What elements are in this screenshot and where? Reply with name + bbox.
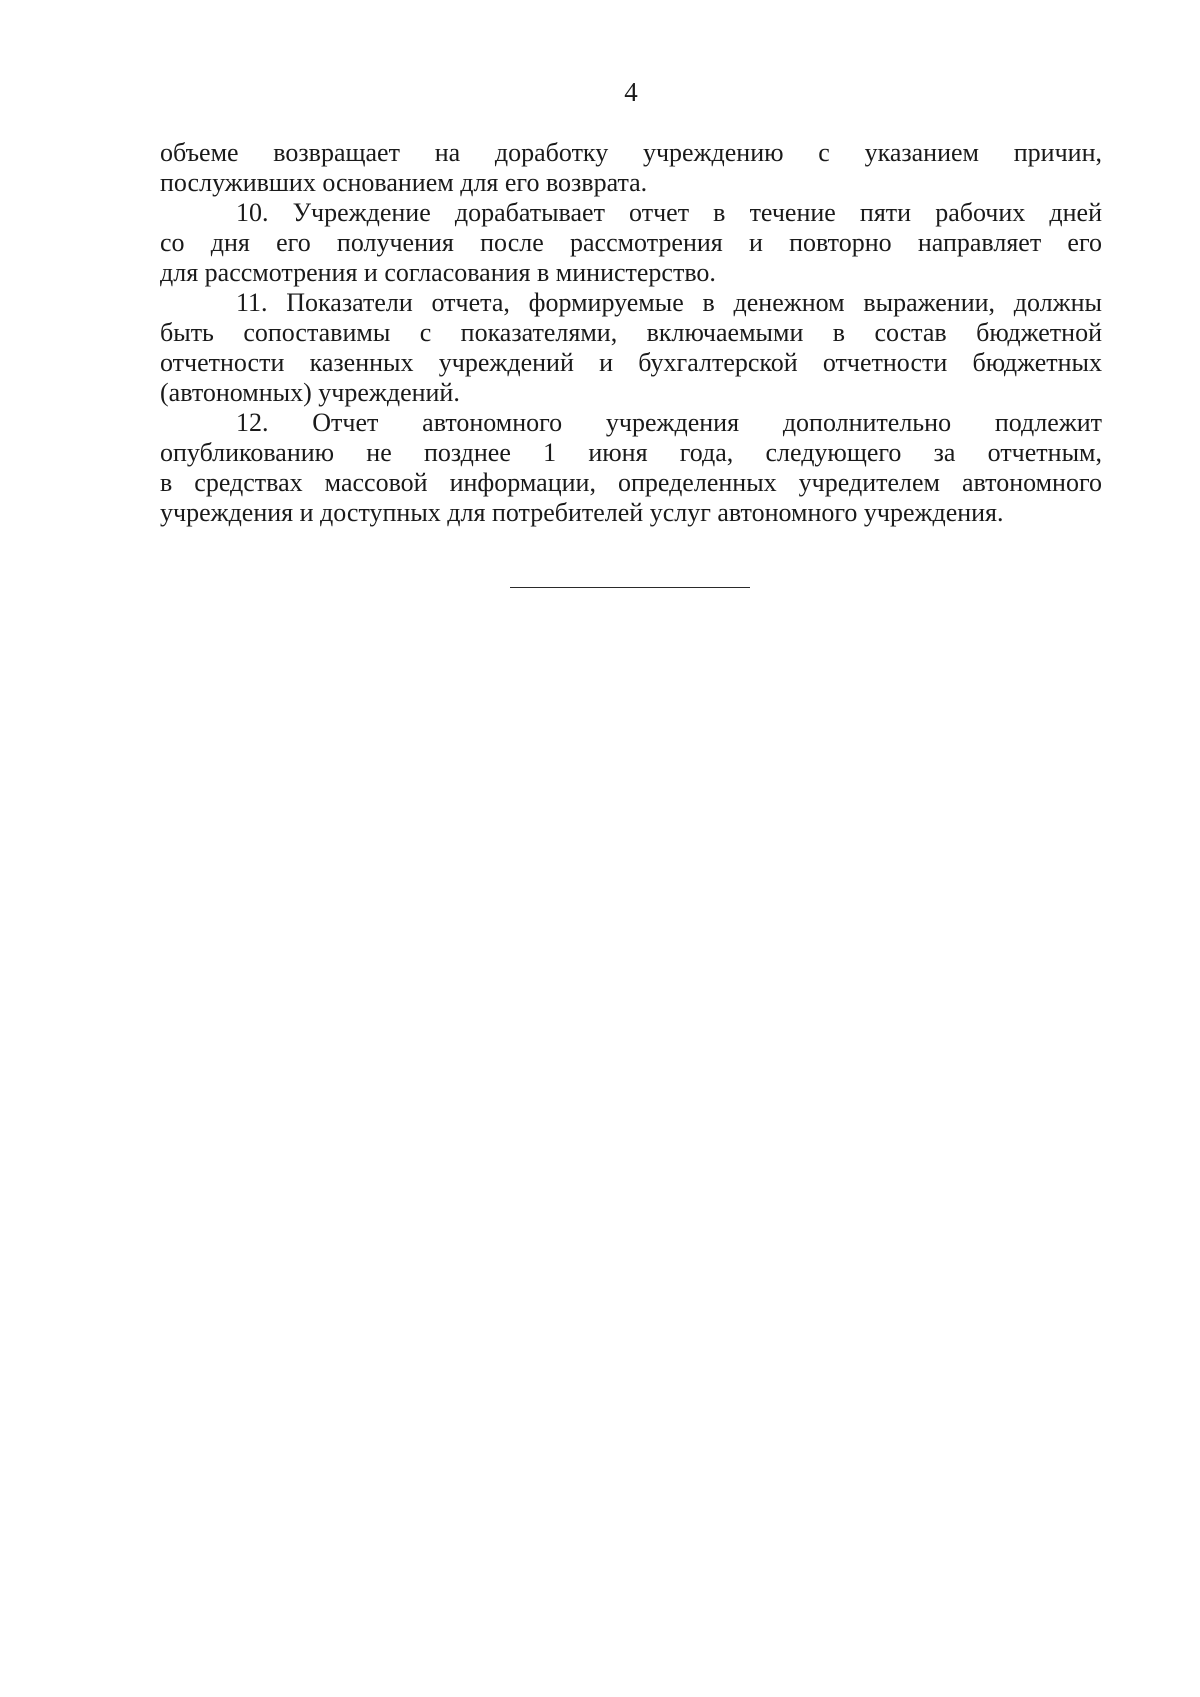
text-line: для рассмотрения и согласования в министерство. <box>160 258 716 287</box>
text-line: послуживших основанием для его возврата. <box>160 168 648 197</box>
paragraph-11 <box>160 288 1102 408</box>
text-line: в средствах массовой информации, определенных учредителем автономного <box>160 468 1102 497</box>
text-line: 11. Показатели отчета, формируемые в денежном выражении, должны <box>236 288 1102 317</box>
text-line: 10. Учреждение дорабатывает отчет в течение пяти рабочих дней <box>236 198 1102 227</box>
document-body <box>160 138 1102 528</box>
text-line: объеме возвращает на доработку учреждению с указанием причин, <box>160 138 1102 167</box>
paragraph-12 <box>160 408 1102 528</box>
paragraph-10 <box>160 198 1102 288</box>
text-line: отчетности казенных учреждений и бухгалтерской отчетности бюджетных <box>160 348 1102 377</box>
text-line: быть сопоставимы с показателями, включаемыми в состав бюджетной <box>160 318 1102 347</box>
page-number: 4 <box>624 77 638 107</box>
text-line: (автономных) учреждений. <box>160 378 460 407</box>
text-line: опубликованию не позднее 1 июня года, следующего за отчетным, <box>160 438 1102 467</box>
text-line: учреждения и доступных для потребителей услуг автономного учреждения. <box>160 498 1004 527</box>
paragraph-continuation <box>160 138 1102 198</box>
text-line: со дня его получения после рассмотрения и повторно направляет его <box>160 228 1102 257</box>
end-of-document-rule <box>510 587 750 588</box>
text-line: 12. Отчет автономного учреждения дополнительно подлежит <box>236 408 1102 437</box>
